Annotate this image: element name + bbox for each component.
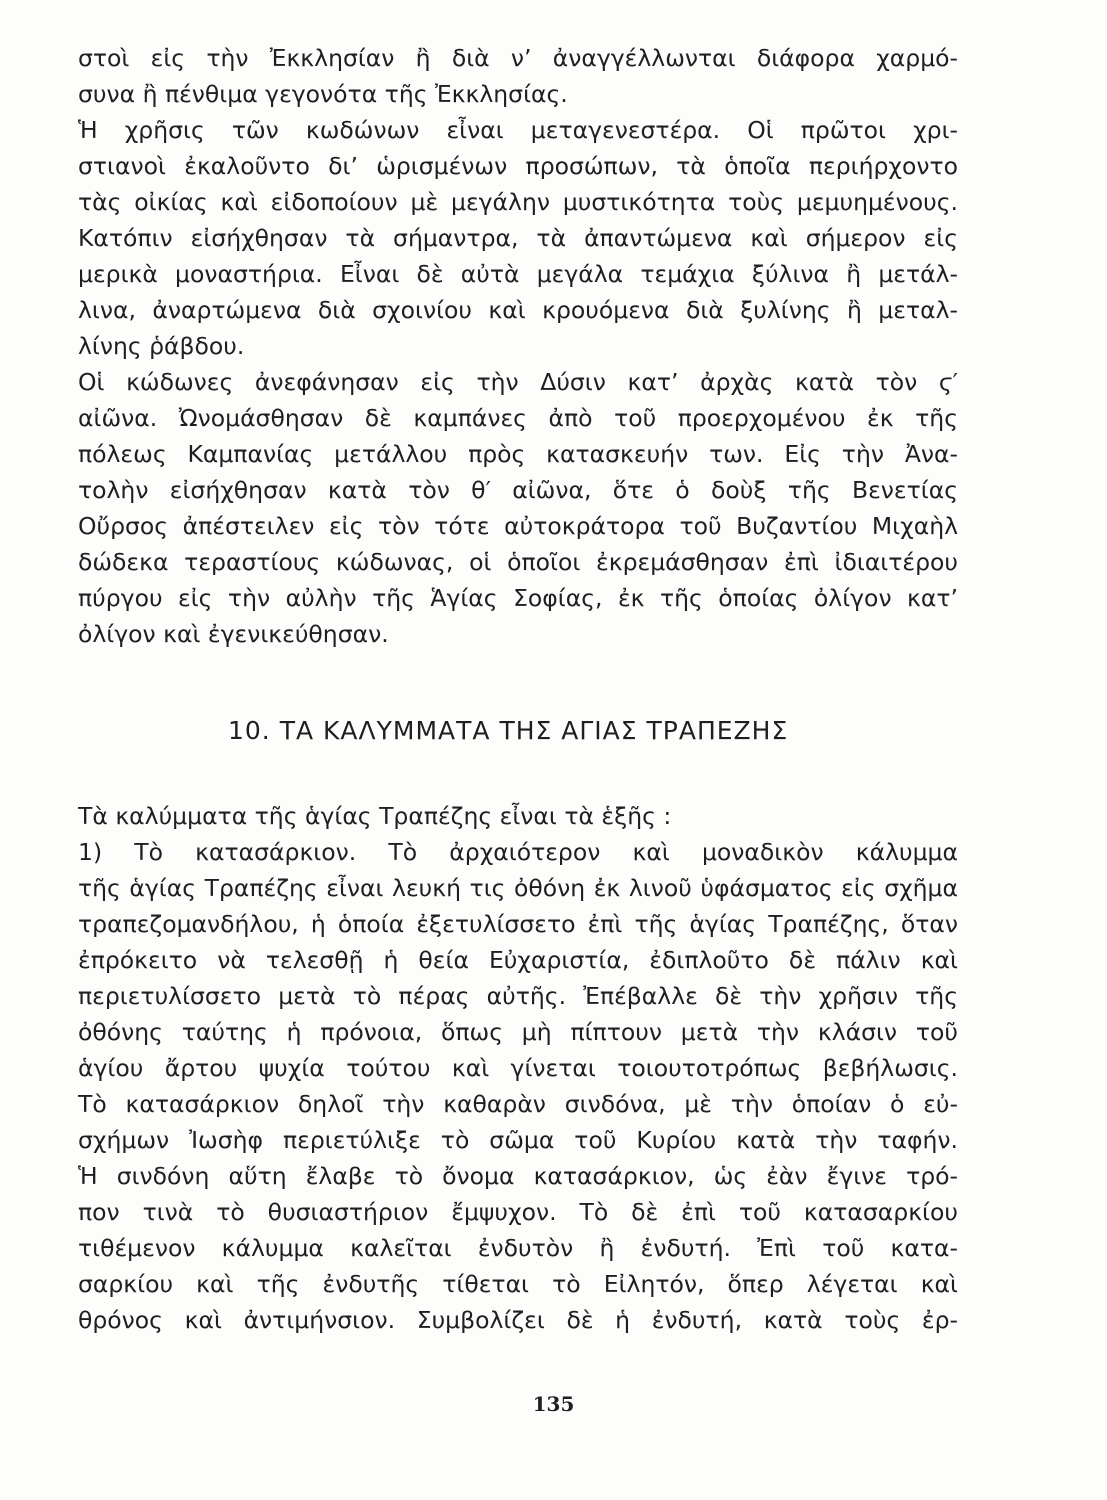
text-line: ὀλίγον καὶ ἐγενικεύθησαν. [78, 620, 389, 648]
text-line: Ἡ χρῆσις τῶν κωδώνων εἶναι μεταγενεστέρα. Οἱ πρῶτοι χρι- [78, 116, 958, 144]
text-line: σχήμων Ἰωσὴφ περιετύλιξε τὸ σῶμα τοῦ Κυρίου κατὰ τὴν ταφήν. [78, 1126, 958, 1154]
text-line: τῆς ἁγίας Τραπέζης εἶναι λευκή τις ὀθόνη ἐκ λινοῦ ὑφάσματος εἰς σχῆμα [78, 874, 958, 902]
text-line: συνα ἢ πένθιμα γεγονότα τῆς Ἐκκλησίας. [78, 80, 568, 108]
text-line: στιανοὶ ἐκαλοῦντο δι’ ὡρισμένων προσώπων, τὰ ὁποῖα περιήρχοντο [78, 152, 958, 180]
text-line: πον τινὰ τὸ θυσιαστήριον ἔμψυχον. Τὸ δὲ ἐπὶ τοῦ κατασαρκίου [78, 1198, 958, 1226]
text-line: ἁγίου ἄρτου ψυχία τούτου καὶ γίνεται τοιουτοτρόπως βεβήλωσις. [78, 1054, 958, 1082]
text-line: Οὔρσος ἀπέστειλεν εἰς τὸν τότε αὐτοκράτορα τοῦ Βυζαντίου Μιχαὴλ [78, 512, 958, 540]
text-line: αἰῶνα. Ὠνομάσθησαν δὲ καμπάνες ἀπὸ τοῦ προερχομένου ἐκ τῆς [78, 404, 958, 432]
text-line: Τὰ καλύμματα τῆς ἁγίας Τραπέζης εἶναι τὰ ἑξῆς : [78, 802, 672, 830]
text-line: Τὸ κατασάρκιον δηλοῖ τὴν καθαρὰν σινδόνα, μὲ τὴν ὁποίαν ὁ εὐ- [78, 1090, 958, 1118]
text-line: δώδεκα τεραστίους κώδωνας, οἱ ὁποῖοι ἐκρεμάσθησαν ἐπὶ ἰδιαιτέρου [78, 548, 958, 576]
text-line: τὰς οἰκίας καὶ εἰδοποίουν μὲ μεγάλην μυστικότητα τοὺς μεμυημένους. [78, 188, 958, 216]
text-line: μερικὰ μοναστήρια. Εἶναι δὲ αὐτὰ μεγάλα τεμάχια ξύλινα ἢ μετάλ- [78, 260, 958, 288]
text-line: λίνης ῥάβδου. [78, 332, 245, 360]
text-line: στοὶ εἰς τὴν Ἐκκλησίαν ἢ διὰ ν’ ἀναγγέλλωνται διάφορα χαρμό- [78, 44, 958, 72]
text-line: περιετυλίσσετο μετὰ τὸ πέρας αὐτῆς. Ἐπέβαλλε δὲ τὴν χρῆσιν τῆς [78, 982, 958, 1010]
text-line: ὀθόνης ταύτης ἡ πρόνοια, ὅπως μὴ πίπτουν μετὰ τὴν κλάσιν τοῦ [78, 1018, 958, 1046]
page-number: 135 [532, 1392, 575, 1416]
text-line: τραπεζομανδήλου, ἡ ὁποία ἐξετυλίσσετο ἐπὶ τῆς ἁγίας Τραπέζης, ὅταν [78, 910, 958, 938]
text-line: Ἡ σινδόνη αὕτη ἔλαβε τὸ ὄνομα κατασάρκιον, ὡς ἐὰν ἔγινε τρό- [78, 1162, 958, 1190]
text-section-bells [78, 40, 958, 652]
text-line: θρόνος καὶ ἀντιμήνσιον. Συμβολίζει δὲ ἡ ἐνδυτή, κατὰ τοὺς ἐρ- [78, 1306, 958, 1334]
section-heading: 10. ΤΑ ΚΑΛΥΜΜΑΤΑ ΤΗΣ ΑΓΙΑΣ ΤΡΑΠΕΖΗΣ [228, 716, 789, 745]
text-section-altar-covers [78, 798, 958, 1338]
text-line: τιθέμενον κάλυμμα καλεῖται ἐνδυτὸν ἢ ἐνδυτή. Ἐπὶ τοῦ κατα- [78, 1234, 958, 1262]
text-line: πύργου εἰς τὴν αὐλὴν τῆς Ἁγίας Σοφίας, ἐκ τῆς ὁποίας ὀλίγον κατ’ [78, 584, 958, 612]
text-line: 1) Τὸ κατασάρκιον. Τὸ ἀρχαιότερον καὶ μοναδικὸν κάλυμμα [78, 838, 958, 866]
text-line: ἐπρόκειτο νὰ τελεσθῇ ἡ θεία Εὐχαριστία, ἐδιπλοῦτο δὲ πάλιν καὶ [78, 946, 958, 974]
text-line: Κατόπιν εἰσήχθησαν τὰ σήμαντρα, τὰ ἀπαντώμενα καὶ σήμερον εἰς [78, 224, 958, 252]
text-line: σαρκίου καὶ τῆς ἐνδυτῆς τίθεται τὸ Εἰλητόν, ὅπερ λέγεται καὶ [78, 1270, 958, 1298]
text-line: πόλεως Καμπανίας μετάλλου πρὸς κατασκευήν των. Εἰς τὴν Ἀνα- [78, 440, 958, 468]
text-line: Οἱ κώδωνες ἀνεφάνησαν εἰς τὴν Δύσιν κατ’ ἀρχὰς κατὰ τὸν ϛ′ [78, 368, 958, 396]
text-line: τολὴν εἰσήχθησαν κατὰ τὸν θ′ αἰῶνα, ὅτε ὁ δοὺξ τῆς Βενετίας [78, 476, 958, 504]
text-line: λινα, ἀναρτώμενα διὰ σχοινίου καὶ κρουόμενα διὰ ξυλίνης ἢ μεταλ- [78, 296, 958, 324]
